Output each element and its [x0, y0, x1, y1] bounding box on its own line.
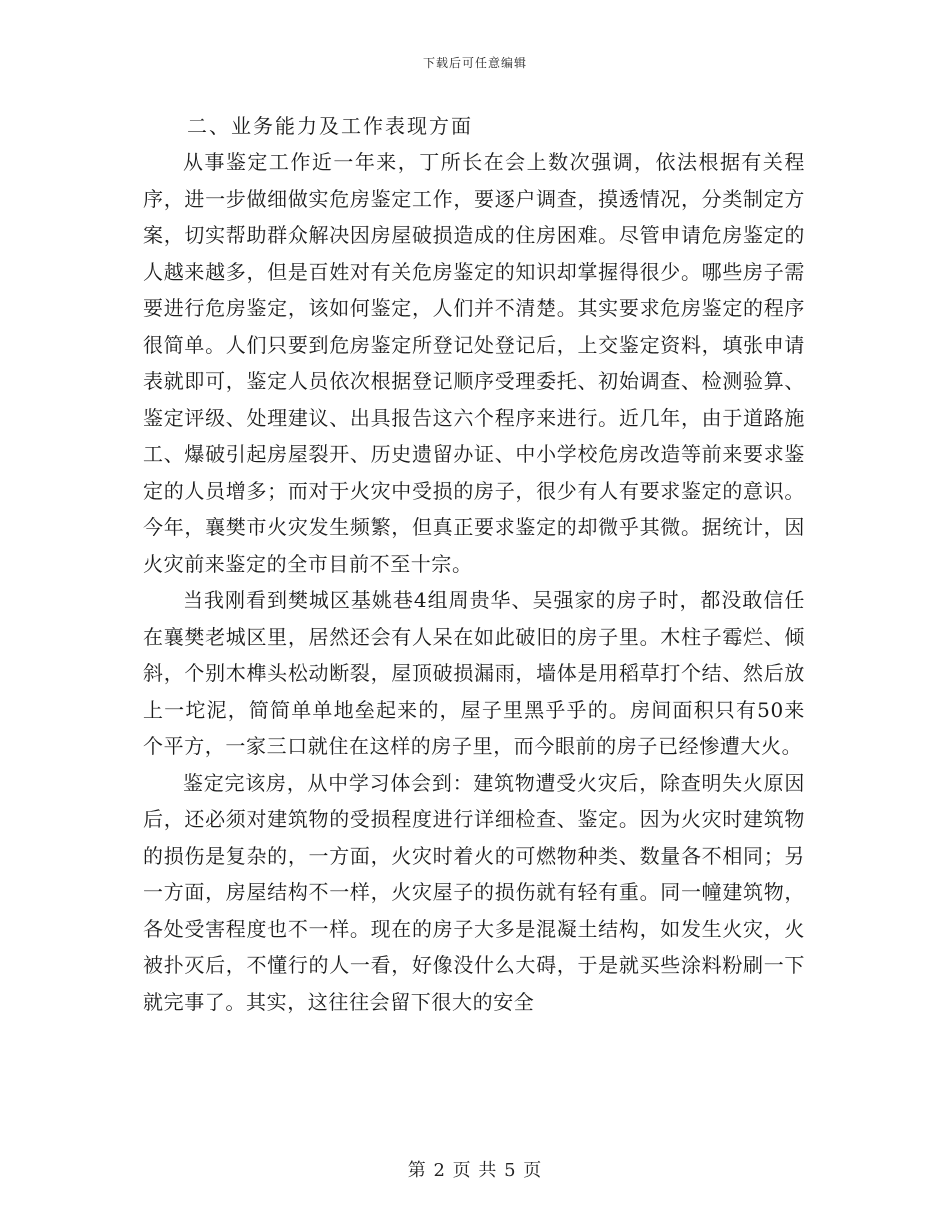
paragraph-house-visit: 当我刚看到樊城区基姚巷4组周贵华、吴强家的房子时，都没敢信任在襄樊老城区里，居然还会有人呆在如此破旧的房子里。木柱子霉烂、倾斜，个别木榫头松动断裂，屋顶破损漏雨，墙体是用稻草打个结、然后放上一坨泥，简简单单地垒起来的，屋子里黑乎乎的。房间面积只有50来个平方，一家三口就住在这样的房子里，而今眼前的房子已经惨遭大火。 — [143, 588, 805, 758]
document-body — [143, 108, 805, 1020]
paragraph-procedure: 从事鉴定工作近一年来，丁所长在会上数次强调，依法根据有关程序，进一步做细做实危房鉴定工作，要逐户调查，摸透情况，分类制定方案，切实帮助群众解决因房屋破损造成的住房困难。尽管申请危房鉴定的人越来越多，但是百姓对有关危房鉴定的知识却掌握得很少。哪些房子需要进行危房鉴定，该如何鉴定，人们并不清楚。其实要求危房鉴定的程序很简单。人们只要到危房鉴定所登记处登记后，上交鉴定资料，填张申请表就即可，鉴定人员依次根据登记顺序受理委托、初始调查、检测验算、鉴定评级、处理建议、出具报告这六个程序来进行。近几年，由于道路施工、爆破引起房屋裂开、历史遗留办证、中小学校危房改造等前来要求鉴定的人员增多；而对于火灾中受损的房子，很少有人有要求鉴定的意识。今年，襄樊市火灾发生频繁，但真正要求鉴定的却微乎其微。据统计，因火灾前来鉴定的全市目前不至十宗。 — [143, 150, 805, 576]
section-heading: 二、业务能力及工作表现方面 — [187, 114, 473, 138]
page-header-note: 下载后可任意编辑 — [422, 56, 527, 70]
paragraph-fire-inspection: 鉴定完该房，从中学习体会到：建筑物遭受火灾后，除查明失火原因后，还必须对建筑物的受损程度进行详细检查、鉴定。因为火灾时建筑物的损伤是复杂的，一方面，火灾时着火的可燃物种类、数量各不相同；另一方面，房屋结构不一样，火灾屋子的损伤就有轻有重。同一幢建筑物，各处受害程度也不一样。现在的房子大多是混凝土结构，如发生火灾，火被扑灭后，不懂行的人一看，好像没什么大碍，于是就买些涂料粉刷一下就完事了。其实，这往往会留下很大的安全 — [143, 770, 805, 1014]
page-number: 第 2 页 共 5 页 — [407, 1160, 543, 1181]
